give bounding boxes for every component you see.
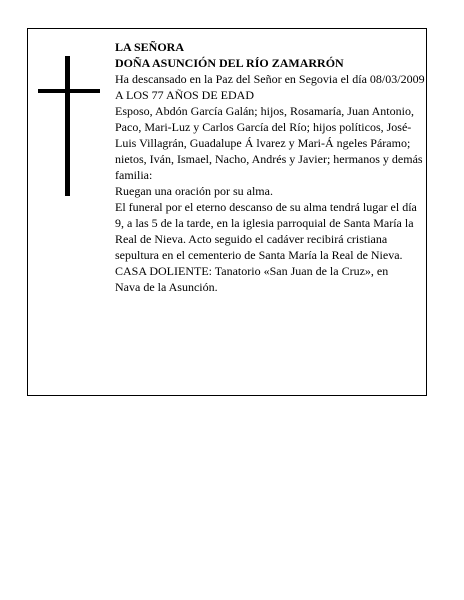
heading-title: LA SEÑORA	[115, 40, 185, 54]
family-list: Esposo, Abdón García Galán; hijos, Rosamaría, Juan Antonio, Paco, Mari-Luz y Carlos García del Río; hijos políticos, José-Luis Villagrán, Guadalupe Á lvarez y Mari-Á ngeles Páramo; nietos, Iván, Ismael, Nacho, Andrés y Javier; hermanos y demás familia:	[115, 104, 423, 182]
funeral-details: El funeral por el eterno descanso de su alma tendrá lugar el día 9, a las 5 de la tarde, en la iglesia parroquial de Santa María la Real de Nieva. Acto seguido el cadáver recibirá cristiana sepultura en el cementerio de Santa María la Real de Nieva.	[115, 200, 417, 262]
cross-vertical-bar	[65, 56, 70, 196]
obituary-text	[115, 39, 427, 295]
cross-icon	[38, 56, 100, 196]
rest-announcement: Ha descansado en la Paz del Señor en Segovia el día 08/03/2009	[115, 72, 425, 86]
age-line: A LOS 77 AÑOS DE EDAD	[115, 88, 255, 102]
prayer-request: Ruegan una oración por su alma.	[115, 184, 273, 198]
deceased-name: DOÑA ASUNCIÓN DEL RÍO ZAMARRÓN	[115, 56, 344, 70]
cross-horizontal-bar	[38, 89, 100, 93]
casa-doliente-line1: CASA DOLIENTE: Tanatorio «San Juan de la Cruz», en	[115, 264, 389, 278]
casa-doliente-line2: Nava de la Asunción.	[115, 280, 218, 294]
